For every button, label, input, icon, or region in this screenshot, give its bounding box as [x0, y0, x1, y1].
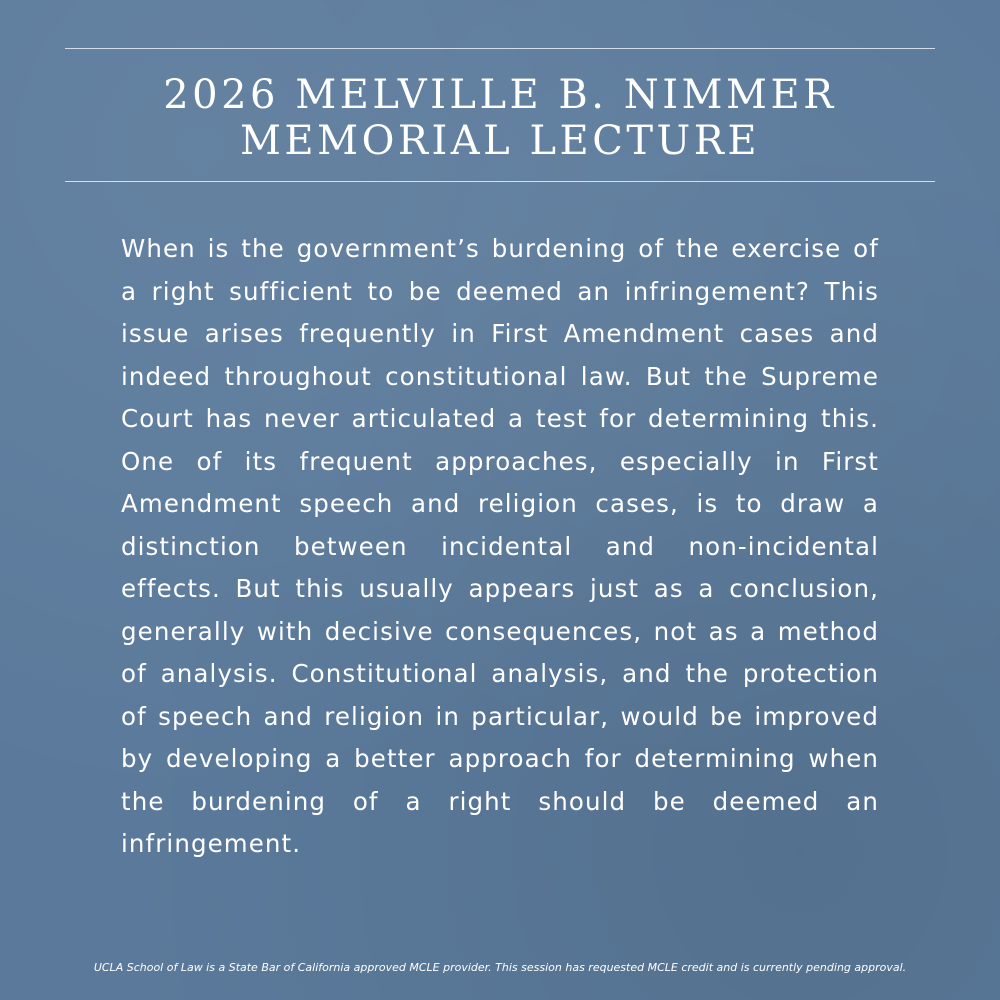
mcle-disclaimer: UCLA School of Law is a State Bar of California approved MCLE provider. This session has requested MCLE credit and is currently pending approval.	[93, 961, 907, 974]
lecture-description: When is the government’s burdening of the exercise of a right sufficient to be deemed an infringement? This issue arises frequently in First Amendment cases and indeed throughout constitutional law. But the Supreme Court has never articulated a test for determining this. One of its frequent approaches, especially in First Amendment speech and religion cases, is to draw a distinction between incidental and non-incidental effects. But this usually appears just as a conclusion, generally with decisive consequences, not as a method of analysis. Constitutional analysis, and the protection of speech and religion in particular, would be improved by developing a better approach for determining when the burdening of a right should be deemed an infringement.	[121, 234, 879, 858]
lecture-title	[65, 72, 935, 164]
top-divider	[65, 48, 935, 49]
title-line-2: MEMORIAL LECTURE	[239, 118, 761, 164]
bottom-divider	[65, 181, 935, 182]
title-line-1: 2026 MELVILLE B. NIMMER	[163, 72, 837, 118]
